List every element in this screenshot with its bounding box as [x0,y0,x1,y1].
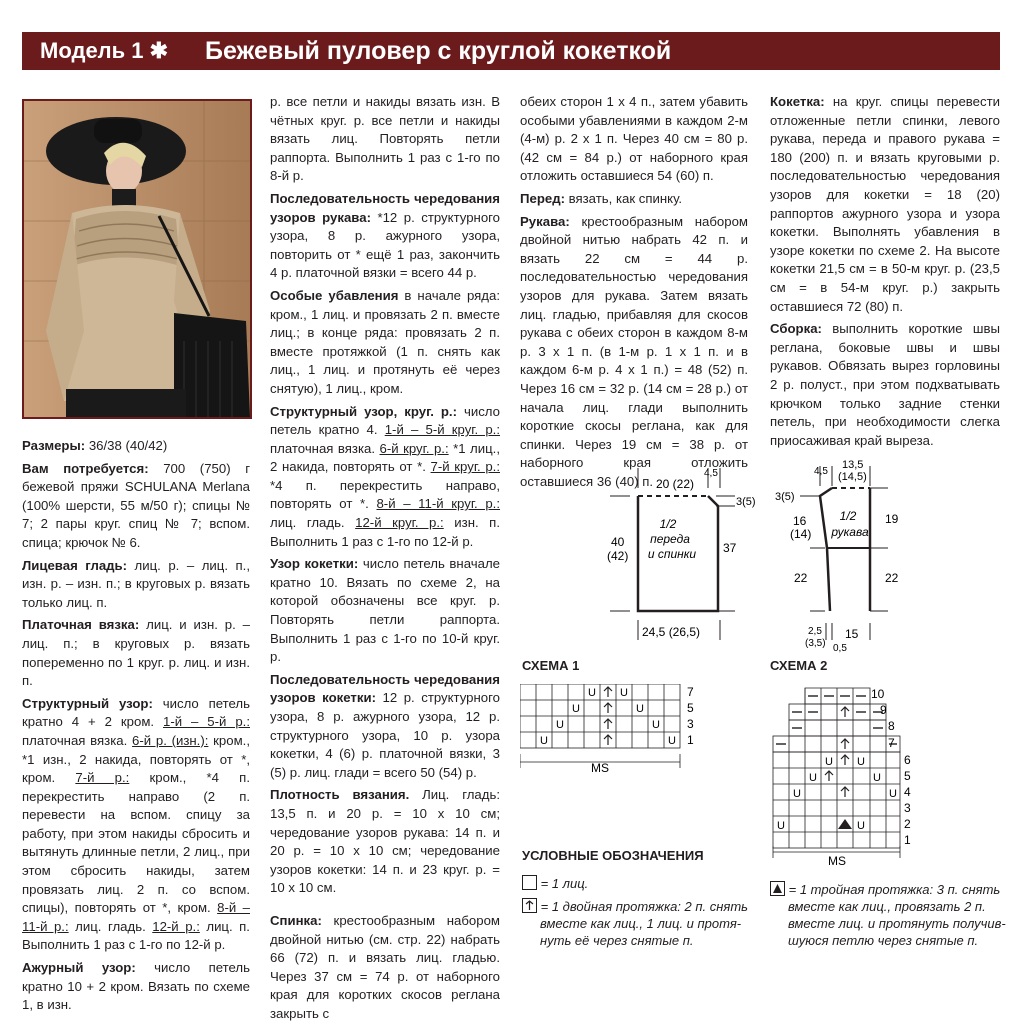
triple-decrease-icon [770,881,785,896]
paragraph: Особые убавления в начале ряда: кром., 1 лиц. и провязать 2 п. вместе лиц.; в конце ряда: провязать 2 п. вместе протяжкой (1 п. снять как лиц., 1 лиц. и протянуть её через снятую), 1 лиц., кром. [270,287,500,396]
stitch-symbol: U [825,756,833,768]
stitch-symbol: U [793,788,801,800]
ms-label: MS [828,854,846,868]
row-number: 5 [687,701,694,715]
row-number: 4 [904,785,911,799]
row-number: 3 [904,801,911,815]
stitch-symbol: U [857,820,865,832]
text-column-2 [270,93,500,1028]
paragraph: Кокетка: на круг. спицы перевести отложенные петли спинки, левого рукава, переда и правого рукава = 180 (200) п. и вязать круговыми р. последовательностью чередования узоров для кокетки = 18 (20) раппортов ажурного узора и узора кокетки. Выполнять убавления в узоре кокетки по схеме 2. На высоте кокетки 21,5 см = в 50-м круг. р. (23,5 см = в 54-м круг. р.) закрыть оставшиеся 72 (80) п. [770,94,1000,314]
schema-1-chart [520,684,700,776]
stitch-symbol: U [668,735,676,747]
paragraph: Сборка: выполнить короткие швы реглана, боковые швы и швы рукавов. Обвязать вырез горловины 2 р. полуст., при этом подхватывать крючком только задние стенки петель, при необходимости слегка приосаживая край выреза. [770,321,1000,448]
dimension-label: 24,5 (26,5) [642,625,701,639]
stitch-symbol: U [572,703,580,715]
paragraph: Размеры: 36/38 (40/42) [22,438,168,453]
piece-label: рукава [831,525,869,539]
stitch-symbol: U [889,788,897,800]
paragraph: Последовательность чередования узоров кокетки: 12 р. структурного узора, 8 р. ажурного узора, 12 р. структурного узора, 10 р. узора кокетки, 4 (6) р. платочной вязки, 3 (5) р. лиц. глади = всего 50 (54) р. [270,671,500,780]
stitch-symbol: U [809,772,817,784]
dimension-label: 37 [723,541,737,555]
stitch-symbol: U [873,772,881,784]
pattern-sleeve [770,458,910,656]
piece-label: 1/2 [659,517,677,531]
paragraph: Лицевая гладь: лиц. р. – лиц. п., изн. р. – изн. п.; в круговых р. вязать только лиц. п. [22,557,250,610]
dimension-label: 13,5 [842,459,864,471]
dimension-label: 3(5) [736,496,756,508]
model-number: Модель 1 ✱ [40,38,169,63]
row-number: 3 [687,717,694,731]
model-photo [22,99,252,419]
stitch-symbol: U [556,719,564,731]
paragraph: Структурный узор: число петель кратно 4 + 2 кром. 1-й – 5-й р.: платочная вязка. 6-й р. (изн.): кром., *1 изн., 2 накида, повторять от *, кром. 7-й р.: кром., *4 п. перекрестить направо (2 п. перевести на вспом. спицу за работу, при этом накиды сбросить и вытянуть длинные петли, 2 лиц., при этом сбросить накиды, затем провязать лиц. 2 п. со вспом. спицы), повторять от *, кром. 8-й – 11-й р.: лиц. гладь. 12-й р.: лиц. п. Выполнить 1 раз с 1-го по 12-й р. [22,695,250,953]
stitch-symbol: U [777,820,785,832]
stitch-symbol: U [857,756,865,768]
stitch-symbol: U [620,687,628,699]
stitch-symbol: U [540,735,548,747]
paragraph: Рукава: крестообразным набором двойной нитью набрать 42 п. и вязать 22 см = 44 р. последовательностью чередования узоров для рукава. Затем вязать лиц. гладью, прибавляя для скосов рукава с обеих сторон в каждом 8-м р. 3 х 1 п. (в 1-м р. 1 х 1 п. и в каждом 6-м р. 4 х 1 п.) = 48 (52) п. Через 16 см = 32 р. (14 см = 28 р.) от начала лиц. глади выполнить короткие скосы реглана, как для спинки. Через 19 см = 38 р. от наборного края отложить оставшиеся 36 (40) п. [520,213,748,489]
dimension-label: 2,5 [808,626,822,637]
row-number: 9 [880,703,887,717]
paragraph: Структурный узор, круг. р.: число петель кратно 4. 1-й – 5-й круг. р.: платочная вязка. 6-й круг. р.: *1 лиц., 2 накида, повторять от *. 7-й круг. р.: *4 п. перекрестить направо, повторять от *. 8-й – 11-й круг. р.: лиц. гладь. 12-й круг. р.: изн. п. Выполнить 1 раз с 1-го по 12-й р. [270,403,501,549]
knit-stitch-icon [522,875,537,890]
dimension-label: 0,5 [833,643,847,654]
dimension-label: 20 (22) [656,477,695,491]
stitch-symbol: U [588,687,596,699]
row-number: 8 [888,719,895,733]
dimension-label: 3(5) [775,491,795,503]
row-number: 10 [871,687,885,701]
piece-label: 1/2 [839,509,857,523]
dimension-label: (14) [790,527,812,541]
text-column-4 [770,93,1000,454]
piece-label: переда [650,532,690,546]
schema-2-title: СХЕМА 2 [770,658,828,673]
dimension-label: (3,5) [805,638,826,649]
row-number: 5 [904,769,911,783]
ms-label: MS [591,761,609,775]
dimension-label: 4,5 [704,468,718,479]
paragraph: Ажурный узор: число петель кратно 10 + 2 кром. Вязать по схеме 1, в изн. [22,960,250,1013]
piece-label: и спинки [647,547,697,561]
paragraph: р. все петли и накиды вязать изн. В чётных круг. р. все петли и накиды вязать лиц. Повторять петли раппорта. Выполнить 1 раз с 1-го по 8-й р. [270,94,500,184]
legend-item-double-decrease: = 1 двойная протяжка: 2 п. снять вместе как лиц., 1 лиц. и протя- нуть её через снятые п. [522,898,762,949]
title-bar [22,32,1000,70]
text-column-1 [22,437,250,1019]
dimension-label: 19 [885,512,899,526]
stitch-symbol: U [652,719,660,731]
stitch-symbol: U [636,703,644,715]
text-column-3 [520,93,748,495]
dimension-label: (42) [607,549,629,563]
paragraph: Перед: вязать, как спинку. [520,190,683,206]
paragraph: Вам потребуется: 700 (750) г бежевой пряжи SCHULANA Merlana (100% шерсти, 55 м/50 г); спицы № 7; 2 пары круг. спиц № 7; вспом. спица; крючок № 6. [22,460,251,550]
dimension-label: 22 [794,571,808,585]
paragraph: Последовательность чередования узоров рукава: *12 р. структурного узора, 8 р. ажурного узора, повторить от * ещё 1 раз, закончить 4 р. платочной вязки = всего 44 р. [270,190,501,281]
row-number: 7 [888,736,895,750]
page-title: Бежевый пуловер с круглой кокеткой [205,37,672,65]
dimension-label: 4,5 [814,466,828,477]
triple-decrease-icon [838,819,852,829]
paragraph: Платочная вязка: лиц. и изн. р. – лиц. п.; в круговых р. вязать попеременно по 1 круг. р. лиц. и изн. п. [22,617,250,689]
paragraph: Спинка: крестообразным набором двойной нитью (см. стр. 22) набрать 66 (72) п. и вязать лиц. гладью. Через 37 см = 74 р. от наборного края для коротких скосов реглана закрыть с [270,912,500,1021]
pattern-front-back [590,458,770,648]
row-number: 1 [904,833,911,847]
row-number: 6 [904,753,911,767]
dimension-label: 22 [885,571,899,585]
dimension-label: 15 [845,627,859,641]
legend-item-knit: = 1 лиц. [522,875,762,892]
dimension-label: 40 [611,535,625,549]
legend-item-triple-decrease: = 1 тройная протяжка: 3 п. снять вместе как лиц., провязать 2 п. вместе лиц. и протянуть получив- шуюся петлю через снятые п. [770,881,1010,949]
row-number: 1 [687,733,694,747]
row-number: 7 [687,685,694,699]
schema-1-title: СХЕМА 1 [522,658,580,673]
legend-title: УСЛОВНЫЕ ОБОЗНАЧЕНИЯ [522,848,704,863]
paragraph: Узор кокетки: число петель вначале кратно 10. Вязать по схеме 2, на которой обозначены все круг. р. Повторять петли раппорта. Выполнить 1 раз с 1-го по 10-й круг. р. [270,556,500,665]
paragraph: Плотность вязания. Лиц. гладь: 13,5 п. и 20 р. = 10 х 10 см; чередование узоров рукава: 14 п. и 20 р. = 10 х 10 см; чередование узоров кокетки: 14 п. и 23 круг. р. = 10 х 10 см. [270,787,500,896]
dimension-label: (14,5) [838,471,867,483]
dimension-label: 16 [793,514,807,528]
schema-2-chart [770,684,920,870]
double-decrease-icon [522,898,537,913]
row-number: 2 [904,817,911,831]
paragraph: обеих сторон 1 х 4 п., затем убавить особыми убавлениями в каждом 2-м (4-м) р. 2 х 1 п. Через 40 см = 80 р. (42 см = 84 р.) от наборного края отложить оставшиеся 54 (60) п. [520,94,748,184]
star-icon: ✱ [149,38,169,63]
